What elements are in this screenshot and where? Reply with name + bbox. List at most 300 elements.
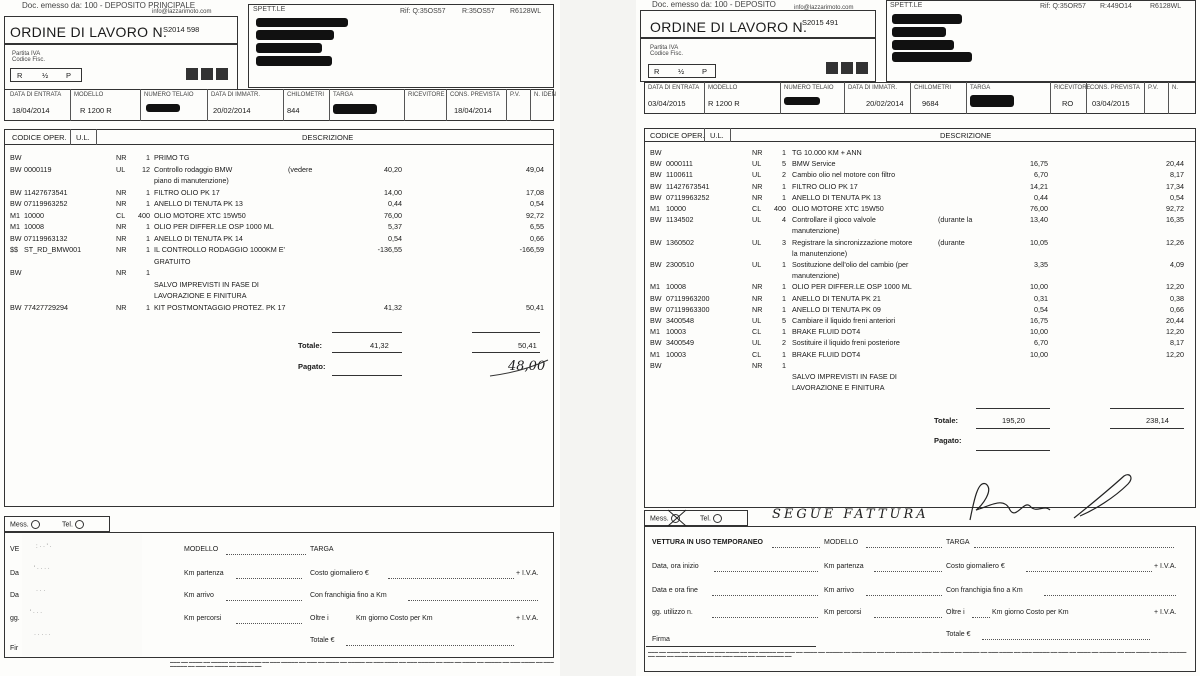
dark-square <box>856 62 868 74</box>
val-modello: R 1200 R <box>80 106 112 115</box>
row-price-ivato: 0,66 <box>1170 304 1184 314</box>
row-um: UL <box>752 170 762 180</box>
col-ul: U.L. <box>710 131 724 140</box>
row-price-ivato: 20,44 <box>1166 316 1184 325</box>
row-ref: 07119963252 <box>666 192 710 202</box>
row-price-ivato: 0,66 <box>530 233 544 243</box>
row-desc: TG 10.000 KM + ANN <box>792 148 862 157</box>
row-um: NR <box>116 268 127 277</box>
row-desc: la manutenzione) <box>792 248 848 258</box>
row-qty: 1 <box>146 268 150 277</box>
row-desc: OLIO MOTORE XTC 15W50 <box>792 204 884 213</box>
row-code: BW <box>650 170 662 180</box>
table-row <box>0 257 560 267</box>
code-cell-r: R <box>654 67 660 76</box>
spett-label: SPETT.LE <box>890 2 923 9</box>
firma-label: Fir <box>10 645 19 652</box>
row-price: 76,00 <box>1030 204 1048 213</box>
fine-print: ▬▬▬ ▬▬ ▬▬▬▬ ▬▬ ▬▬▬▬▬ ▬▬ ▬▬▬ ▬▬▬▬ ▬▬ ▬▬▬ ▬▬▬▬▬ ▬▬ ▬▬▬ ▬▬ ▬▬▬▬ ▬▬ ▬▬▬▬▬ ▬▬ ▬▬▬ ▬▬▬▬ ▬▬ ▬▬▬ ▬▬▬▬▬ ▬▬ ▬▬▬ ▬▬ ▬▬▬▬ ▬▬ ▬▬▬▬▬ ▬▬ ▬▬▬ ▬▬▬▬ ▬▬ ▬▬▬ ▬▬▬▬▬ ▬▬ ▬▬▬ ▬▬ ▬▬▬▬ ▬▬ ▬▬▬▬▬ ▬▬ ▬▬▬ ▬▬▬▬ ▬▬ ▬▬▬ ▬▬▬▬▬ ▬▬ ▬▬▬ ▬▬ ▬▬▬▬ ▬▬ ▬▬▬▬▬ ▬▬ ▬▬▬ ▬▬▬▬ ▬▬ ▬▬▬ ▬▬▬▬▬ ▬▬ <box>648 650 1187 658</box>
row-desc: Controllare il gioco valvole <box>792 215 876 225</box>
redaction <box>892 40 954 50</box>
redaction <box>970 95 1014 107</box>
row-desc: FILTRO OLIO PK 17 <box>154 187 220 197</box>
col-codice: CODICE OPER. <box>12 133 67 142</box>
row-um: NR <box>752 148 763 157</box>
row-price-ivato: 0,38 <box>1170 293 1184 303</box>
row-price: 10,00 <box>1030 282 1048 292</box>
head-pv: P.V. <box>510 92 521 98</box>
dark-square <box>826 62 838 74</box>
vet-label: VE <box>10 546 20 553</box>
row-qty: 1 <box>146 233 150 243</box>
redaction <box>256 30 334 40</box>
table-row <box>636 350 1200 360</box>
table-row <box>636 271 1200 281</box>
redaction <box>146 104 180 112</box>
row-ref: ST_RD_BMW001 <box>24 245 82 254</box>
row-code: M1 <box>650 282 660 292</box>
row-price: 14,21 <box>1030 181 1048 191</box>
da-label: Da <box>10 570 19 577</box>
cf-label: Codice Fisc. <box>12 57 46 63</box>
tel-radio[interactable] <box>713 514 722 523</box>
km-percorsi-label: Km percorsi <box>824 609 862 616</box>
targa-label: TARGA <box>946 539 970 546</box>
row-um: NR <box>116 233 127 243</box>
tel-radio[interactable] <box>75 520 84 529</box>
row-um: UL <box>752 159 762 169</box>
work-order-left: Doc. emesso da: 100 - DEPOSITO PRINCIPALE info@lazzarimoto.com ORDINE DI LAVORO N. S2014 598 Partita IVA Codice Fisc. R ½ P SPETT.LE Rif: Q:35OS57 R:35OS57 R6128WL DATA DI ENTRATA MODELLO NUMERO TELAIO DATA DI IMMATR. CHILOMETRI TARGA RICEVITORE CONS. PREVISTA P.V. N. IDEN 18/04/2014 R 1200 R 20/02/2014 844 18/04/2014 CODICE OPER. U.L. DESCRIZIONE BW NR 1 PRIMO TG BW 0000119 UL 12 Controllo rodaggio BMW (vedere 40,20 49,04 piano di manutenzione) BW 11427673541 NR 1 FILTRO OLIO PK 17 14,00 17,08 BW 07119963252 NR 1 ANELLO DI TENUTA PK 13 0,44 0,54 M1 10000 CL 400 OLIO MOTORE XTC 15W50 76,00 92,72 M1 10008 NR 1 OLIO PER DIFFER.LE OSP 1000 ML 5,37 6,55 BW 07119963132 NR 1 ANELLO DI TENUTA PK 14 0,54 0,66 $$ ST_RD_BMW001 NR 1 IL CONTROLLO RODAGGIO 1000KM E' -136,55 -166,59 GRATUITO BW NR 1 SALVO IMPREVISTI IN FASE DI LAVORAZIONE E FINITURA BW 77427729294 NR 1 KIT POSTMONTAGGIO PROTEZ. PK 17 41,32 50,41 Totale: 41,32 50,41 Pagato: 48,00 Mess. Tel. : · · ' · ' · · · · · · · ' · · · · · · · · VE MODELLO TARGA Da Km partenza Costo giornaliero € + I.V.A. Da Km arrivo Con franchigia fino a Km gg. Km percorsi Oltre i Km giorno Costo per Km + I.V.A. Totale € Fir ▬▬▬ ▬▬ ▬▬▬▬ ▬▬ ▬▬▬▬▬ ▬▬ ▬▬▬ ▬▬▬▬ ▬▬ ▬▬▬ ▬▬▬▬▬ ▬▬ ▬▬▬ ▬▬ ▬▬▬▬ ▬▬ ▬▬▬▬▬ ▬▬ ▬▬▬ ▬▬▬▬ ▬▬ ▬▬▬ ▬▬▬▬▬ ▬▬ ▬▬▬ ▬▬ ▬▬▬▬ ▬▬ ▬▬▬▬▬ ▬▬ ▬▬▬ ▬▬▬▬ ▬▬ ▬▬▬ ▬▬▬▬▬ ▬▬ ▬▬▬ ▬▬ ▬▬▬▬ ▬▬ ▬▬▬▬▬ ▬▬ <box>0 0 560 676</box>
table-row <box>636 193 1200 203</box>
row-desc: FILTRO OLIO PK 17 <box>792 181 858 191</box>
row-price-ivato: 20,44 <box>1166 159 1184 169</box>
pagato-label: Pagato: <box>298 362 326 371</box>
val-modello: R 1200 R <box>708 99 740 108</box>
table-row <box>0 280 560 290</box>
row-price-ivato: 8,17 <box>1170 170 1184 180</box>
val-entrata: 03/04/2015 <box>648 99 686 108</box>
row-ref: 07119963200 <box>666 293 710 303</box>
franchigia-label: Con franchigia fino a Km <box>310 592 387 599</box>
row-desc: PRIMO TG <box>154 153 190 162</box>
oltre-label: Oltre i <box>946 609 965 616</box>
km-arrivo-label: Km arrivo <box>824 587 854 594</box>
fine-print: ▬▬▬ ▬▬ ▬▬▬▬ ▬▬ ▬▬▬▬▬ ▬▬ ▬▬▬ ▬▬▬▬ ▬▬ ▬▬▬ ▬▬▬▬▬ ▬▬ ▬▬▬ ▬▬ ▬▬▬▬ ▬▬ ▬▬▬▬▬ ▬▬ ▬▬▬ ▬▬▬▬ ▬▬ ▬▬▬ ▬▬▬▬▬ ▬▬ ▬▬▬ ▬▬ ▬▬▬▬ ▬▬ ▬▬▬▬▬ ▬▬ ▬▬▬ ▬▬▬▬ ▬▬ ▬▬▬ ▬▬▬▬▬ ▬▬ ▬▬▬ ▬▬ ▬▬▬▬ ▬▬ ▬▬▬▬▬ ▬▬ <box>170 660 554 668</box>
row-code: BW <box>10 164 22 174</box>
totale-value: 195,20 <box>1002 416 1025 425</box>
row-um: NR <box>116 245 127 254</box>
row-price-ivato: 12,20 <box>1166 349 1184 359</box>
head-modello: MODELLO <box>708 85 738 91</box>
dark-square <box>201 68 213 80</box>
head-pv: P.V. <box>1148 85 1159 91</box>
head-iden: N. IDEN <box>534 92 557 98</box>
data-inizio-label: Data, ora inizio <box>652 563 699 570</box>
row-desc: IL CONTROLLO RODAGGIO 1000KM E' <box>154 245 285 254</box>
row-price-ivato: 17,08 <box>526 187 544 197</box>
table-row <box>636 383 1200 393</box>
row-price-ivato: 12,26 <box>1166 237 1184 247</box>
row-desc: OLIO MOTORE XTC 15W50 <box>154 210 246 220</box>
row-desc: BMW Service <box>792 159 836 169</box>
data-fine-label: Data e ora fine <box>652 587 698 594</box>
row-price: 5,37 <box>388 222 402 231</box>
row-code: BW <box>650 316 662 325</box>
row-um: NR <box>116 222 127 231</box>
redaction <box>256 18 348 27</box>
row-qty: 1 <box>782 293 786 303</box>
table-head <box>644 128 1196 142</box>
row-price: 10,05 <box>1030 237 1048 247</box>
rif-2: R:35OS57 <box>462 8 495 15</box>
head-km: CHILOMETRI <box>914 85 952 91</box>
costo-giorn-label: Costo giornaliero € <box>310 570 369 577</box>
row-ref: 0000111 <box>666 159 693 169</box>
head-cons: CONS. PREVISTA <box>1090 85 1140 91</box>
row-um: NR <box>116 302 127 312</box>
col-desc: DESCRIZIONE <box>940 131 992 140</box>
row-price: 76,00 <box>384 210 402 220</box>
handwritten-total: 48,00 <box>508 359 546 374</box>
row-price: 14,00 <box>384 187 402 197</box>
val-km: 9684 <box>922 99 939 108</box>
row-qty: 400 <box>774 204 786 213</box>
row-um: CL <box>116 210 126 220</box>
head-ricevitore: RICEVITORE <box>408 92 445 98</box>
iva-label: + I.V.A. <box>1154 563 1177 570</box>
row-desc: LAVORAZIONE E FINITURA <box>154 291 247 300</box>
row-desc: KIT POSTMONTAGGIO PROTEZ. PK 17 <box>154 302 286 312</box>
row-ref: 10008 <box>666 282 686 292</box>
row-desc: ANELLO DI TENUTA PK 14 <box>154 233 243 243</box>
table-row <box>636 226 1200 236</box>
row-desc: Cambiare il liquido freni anteriori <box>792 316 896 325</box>
spett-label: SPETT.LE <box>253 6 286 13</box>
val-cons: 18/04/2014 <box>454 106 492 115</box>
iva-label: + I.V.A. <box>516 570 539 577</box>
row-code: BW <box>650 159 662 169</box>
table-row <box>636 338 1200 348</box>
header-contact: info@lazzarimoto.com <box>152 9 212 15</box>
row-code: BW <box>650 260 662 269</box>
row-extra: (durante la <box>938 215 973 225</box>
row-price-ivato: 50,41 <box>526 302 544 312</box>
redaction <box>892 14 962 24</box>
row-qty: 1 <box>146 199 150 208</box>
row-code: BW <box>10 302 22 312</box>
row-code: BW <box>650 181 662 191</box>
emitted-by: Doc. emesso da: 100 - DEPOSITO PRINCIPALE <box>22 1 196 10</box>
row-price-ivato: 16,35 <box>1166 215 1184 225</box>
code-cell-half: ½ <box>42 71 49 80</box>
table-row <box>636 316 1200 326</box>
rif-3: R6128WL <box>510 8 542 15</box>
row-ref: 11427673541 <box>24 187 68 197</box>
head-immatr: DATA DI IMMATR. <box>848 85 897 91</box>
row-qty: 1 <box>782 148 786 157</box>
row-price: 40,20 <box>384 164 402 174</box>
row-desc: BRAKE FLUID DOT4 <box>792 349 861 359</box>
row-qty: 12 <box>142 164 150 174</box>
row-um: UL <box>752 316 762 325</box>
km-partenza-label: Km partenza <box>824 563 864 570</box>
gg-label: gg. <box>10 615 20 622</box>
table-row <box>636 327 1200 337</box>
code-cell-p: P <box>702 67 708 76</box>
row-qty: 2 <box>782 170 786 180</box>
row-price-ivato: 92,72 <box>526 210 544 220</box>
row-price: 0,54 <box>388 233 402 243</box>
row-ref: 1134502 <box>666 215 694 225</box>
totale-label: Totale: <box>934 416 959 425</box>
table-row <box>636 372 1200 382</box>
row-price: 10,00 <box>1030 327 1048 337</box>
row-code: BW <box>650 360 662 370</box>
piva-label: Partita IVA <box>650 45 679 51</box>
row-qty: 4 <box>782 215 786 225</box>
row-qty: 1 <box>782 260 786 269</box>
val-km: 844 <box>287 106 300 115</box>
dark-square <box>216 68 228 80</box>
row-code: BW <box>650 215 662 225</box>
row-code: M1 <box>650 349 660 359</box>
row-desc: Registrare la sincronizzazione motore <box>792 237 913 247</box>
table-row <box>636 170 1200 180</box>
table-row <box>0 188 560 198</box>
tel-label: Tel. <box>700 514 722 523</box>
row-qty: 1 <box>782 304 786 314</box>
row-qty: 1 <box>782 192 786 202</box>
redaction <box>784 97 820 105</box>
val-ricevitore: RO <box>1062 99 1074 108</box>
row-um: CL <box>752 327 762 337</box>
row-price: -136,55 <box>377 245 402 254</box>
table-row <box>0 153 560 163</box>
table-row <box>0 165 560 175</box>
row-code: M1 <box>10 210 20 220</box>
head-entrata: DATA DI ENTRATA <box>648 85 700 91</box>
row-price-ivato: 6,55 <box>530 222 544 231</box>
row-desc: piano di manutenzione) <box>154 176 229 185</box>
table-row <box>0 245 560 255</box>
row-price: 41,32 <box>384 302 402 312</box>
row-qty: 1 <box>146 153 150 162</box>
row-code: BW <box>650 338 662 348</box>
code-cell-r: R <box>17 71 23 80</box>
row-um: NR <box>752 192 763 202</box>
row-code: M1 <box>650 204 660 213</box>
row-um: CL <box>752 204 762 213</box>
redaction <box>892 52 972 62</box>
row-price-ivato: 8,17 <box>1170 338 1184 348</box>
row-ref: 0000119 <box>24 164 52 174</box>
head-targa: TARGA <box>970 85 991 91</box>
head-ricevitore: RICEVITORE <box>1054 85 1091 91</box>
val-entrata: 18/04/2014 <box>12 106 50 115</box>
row-um: NR <box>752 181 763 191</box>
row-code: BW <box>650 293 662 303</box>
head-km: CHILOMETRI <box>287 92 325 98</box>
row-code: BW <box>650 192 662 202</box>
val-immatr: 20/02/2014 <box>866 99 904 108</box>
km-percorsi-label: Km percorsi <box>184 615 222 622</box>
row-desc: BRAKE FLUID DOT4 <box>792 327 861 337</box>
rif-3: R6128WL <box>1150 3 1182 10</box>
row-qty: 1 <box>782 282 786 292</box>
order-number: S2015 491 <box>802 18 839 27</box>
row-qty: 1 <box>146 302 150 312</box>
row-price: 10,00 <box>1030 349 1048 359</box>
table-row <box>0 303 560 313</box>
dark-square <box>186 68 198 80</box>
val-immatr: 20/02/2014 <box>213 106 251 115</box>
row-ref: 77427729294 <box>24 302 68 312</box>
da-label-2: Da <box>10 592 19 599</box>
head-modello: MODELLO <box>74 92 104 98</box>
row-um: NR <box>116 187 127 197</box>
row-code: BW <box>10 187 22 197</box>
check-mark <box>666 508 688 528</box>
row-um: UL <box>752 260 762 269</box>
col-ul: U.L. <box>76 133 90 142</box>
row-ref: 10000 <box>666 204 686 213</box>
row-extra: (durante <box>938 237 965 247</box>
redaction <box>256 56 332 66</box>
totale-value: 41,32 <box>370 341 389 350</box>
row-um: NR <box>752 360 763 370</box>
row-code: BW <box>650 237 662 247</box>
redaction <box>333 104 377 114</box>
row-qty: 2 <box>782 338 786 348</box>
row-price-ivato: 4,09 <box>1170 260 1184 269</box>
row-code: BW <box>10 199 22 208</box>
head-telaio: NUMERO TELAIO <box>144 92 194 98</box>
row-ref: 3400548 <box>666 316 694 325</box>
row-desc: GRATUITO <box>154 256 191 266</box>
row-ref: 07119963132 <box>24 233 68 243</box>
row-price: 6,70 <box>1034 170 1048 180</box>
table-row <box>0 291 560 301</box>
row-ref: 10000 <box>24 210 44 220</box>
totale-value-ivato: 238,14 <box>1146 416 1169 425</box>
row-ref: 11427673541 <box>666 181 710 191</box>
modello-label: MODELLO <box>824 539 859 546</box>
emitted-by: Doc. emesso da: 100 - DEPOSITO <box>652 0 776 9</box>
vehicle-title: VETTURA IN USO TEMPORANEO <box>652 539 763 546</box>
order-title: ORDINE DI LAVORO N. <box>650 19 808 35</box>
row-price-ivato: -166,59 <box>519 245 544 254</box>
row-qty: 1 <box>782 181 786 191</box>
signature <box>964 470 1140 528</box>
table-row <box>636 282 1200 292</box>
row-desc: Sostituire il liquido freni posteriore <box>792 338 900 348</box>
row-price: 13,40 <box>1030 215 1048 225</box>
totale-label: Totale: <box>298 341 323 350</box>
row-price: 16,75 <box>1030 316 1048 325</box>
row-qty: 5 <box>782 316 786 325</box>
row-ref: 10003 <box>666 349 686 359</box>
km-arrivo-label: Km arrivo <box>184 592 214 599</box>
costo-giorn-label: Costo giornaliero € <box>946 563 1005 570</box>
franchigia-label: Con franchigia fino a Km <box>946 587 1023 594</box>
row-price-ivato: 12,20 <box>1166 282 1184 292</box>
km-giorno-label: Km giorno Costo per Km <box>356 615 433 622</box>
row-ref: 3400549 <box>666 338 694 348</box>
km-partenza-label: Km partenza <box>184 570 224 577</box>
row-um: CL <box>752 349 762 359</box>
tel-label: Tel. <box>62 520 84 529</box>
row-um: UL <box>752 215 762 225</box>
row-price: 0,54 <box>1034 304 1048 314</box>
iva-label-2: + I.V.A. <box>1154 609 1177 616</box>
mess-label: Mess. <box>10 520 40 529</box>
table-row <box>636 294 1200 304</box>
rif-1: Rif: Q:35OS57 <box>400 8 446 15</box>
col-codice: CODICE OPER. <box>650 131 705 140</box>
row-desc: OLIO PER DIFFER.LE OSP 1000 ML <box>792 282 912 292</box>
table-row <box>636 260 1200 270</box>
table-row <box>0 268 560 278</box>
row-extra: (vedere <box>288 164 313 174</box>
header-contact: info@lazzarimoto.com <box>794 5 854 11</box>
row-desc: Controllo rodaggio BMW <box>154 164 233 174</box>
iva-label-2: + I.V.A. <box>516 615 539 622</box>
table-row <box>636 204 1200 214</box>
row-price-ivato: 0,54 <box>1170 192 1184 202</box>
row-desc: SALVO IMPREVISTI IN FASE DI <box>792 372 897 381</box>
km-giorno-label: Km giorno Costo per Km <box>992 609 1069 616</box>
table-row <box>636 159 1200 169</box>
row-um: UL <box>116 164 126 174</box>
table-row <box>0 234 560 244</box>
totale-veh-label: Totale € <box>310 637 335 644</box>
row-qty: 1 <box>146 245 150 254</box>
rif-1: Rif: Q:35OR57 <box>1040 3 1086 10</box>
row-desc: manutenzione) <box>792 226 840 236</box>
mess-radio[interactable] <box>31 520 40 529</box>
code-cell-half: ½ <box>678 67 685 76</box>
row-um: UL <box>752 338 762 348</box>
row-um: NR <box>752 293 763 303</box>
row-price: 0,31 <box>1034 293 1048 303</box>
row-price: 16,75 <box>1030 159 1048 169</box>
row-desc: ANELLO DI TENUTA PK 13 <box>154 199 243 208</box>
table-row <box>0 199 560 209</box>
row-qty: 1 <box>782 327 786 337</box>
table-row <box>636 361 1200 371</box>
row-price: 0,44 <box>388 199 402 208</box>
table-row <box>0 176 560 186</box>
row-code: $$ <box>10 245 18 254</box>
work-order-right <box>636 0 1200 676</box>
row-price-ivato: 49,04 <box>526 164 544 174</box>
oltre-label: Oltre i <box>310 615 329 622</box>
row-code: M1 <box>650 327 660 337</box>
targa-label: TARGA <box>310 546 334 553</box>
row-code: BW <box>10 233 22 243</box>
row-qty: 1 <box>782 360 786 370</box>
row-um: NR <box>752 282 763 292</box>
row-code: M1 <box>10 222 20 231</box>
piva-label: Partita IVA <box>12 51 41 57</box>
totale-value-ivato: 50,41 <box>518 341 537 350</box>
redaction <box>892 27 946 37</box>
val-cons: 03/04/2015 <box>1092 99 1130 108</box>
table-row <box>636 305 1200 315</box>
row-qty: 1 <box>146 187 150 197</box>
head-targa: TARGA <box>333 92 354 98</box>
row-desc: ANELLO DI TENUTA PK 21 <box>792 293 881 303</box>
